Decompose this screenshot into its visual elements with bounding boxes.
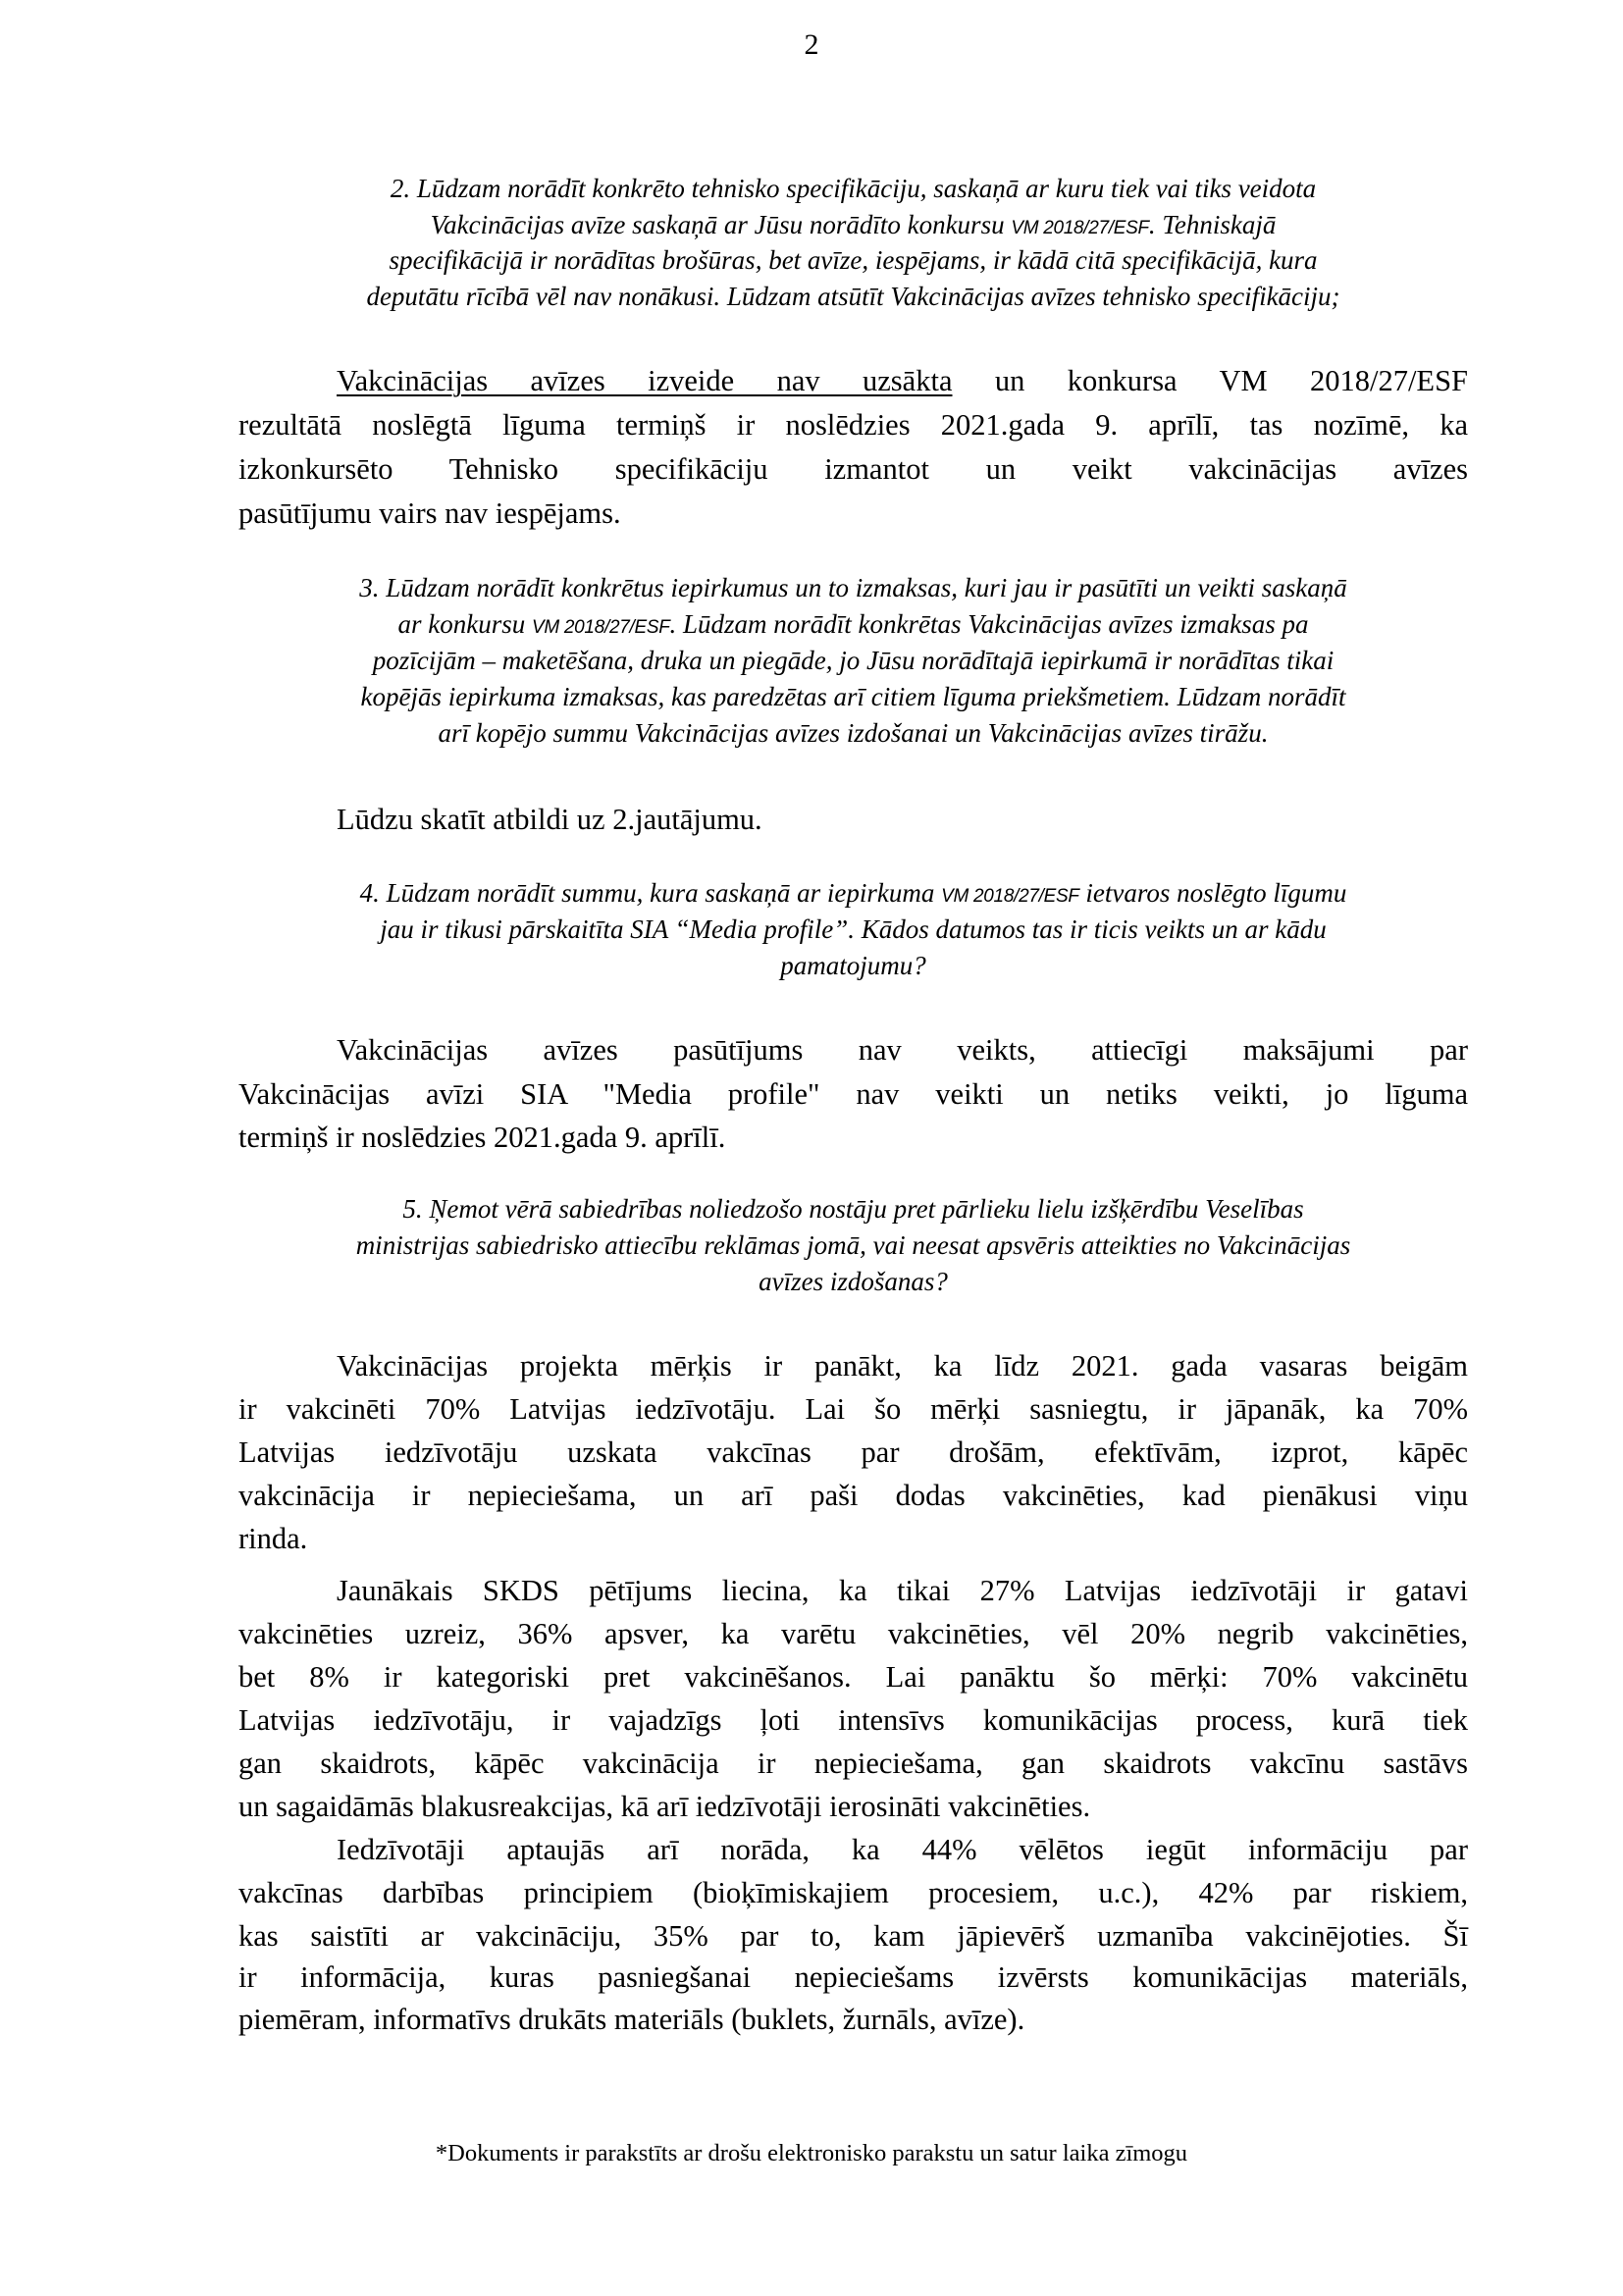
answer-line: piemēram, informatīvs drukāts materiāls (buklets, žurnāls, avīze).	[238, 2003, 1025, 2036]
question-line: deputātu rīcībā vēl nav nonākusi. Lūdzam atsūtīt Vakcinācijas avīzes tehnisko specifikāciju;	[366, 282, 1340, 311]
procurement-code: VM 2018/27/ESF	[941, 886, 1079, 907]
answer-line: Vakcinācijas avīzes izveide nav uzsākta un konkursa VM 2018/27/ESF	[337, 364, 1468, 397]
question-line: avīzes izdošanas?	[759, 1267, 948, 1296]
answer-line: izkonkursēto Tehnisko specifikāciju izmantot un veikt vakcinācijas avīzes	[238, 452, 1468, 486]
question-line: pozīcijām – maketēšana, druka un piegāde, jo Jūsu norādītajā iepirkumā ir norādītas tikai	[372, 646, 1335, 675]
answer-line: gan skaidrots, kāpēc vakcinācija ir nepieciešama, gan skaidrots vakcīnu sastāvs	[238, 1747, 1468, 1780]
answer-line: vakcīnas darbības principiem (bioķīmiskajiem procesiem, u.c.), 42% par riskiem,	[238, 1876, 1468, 1909]
question-line: 4. Lūdzam norādīt summu, kura saskaņā ar iepirkuma VM 2018/27/ESF ietvaros noslēgto līgumu	[359, 878, 1347, 908]
question-line: pamatojumu?	[780, 951, 926, 980]
question-line: 2. Lūdzam norādīt konkrēto tehnisko specifikāciju, saskaņā ar kuru tiek vai tiks veidota	[390, 174, 1317, 203]
question-line: ar konkursu VM 2018/27/ESF. Lūdzam norādīt konkrētas Vakcinācijas avīzes izmaksas pa	[397, 609, 1309, 639]
procurement-code: VM 2018/27/ESF	[1011, 218, 1149, 238]
answer-line: kas saistīti ar vakcināciju, 35% par to, kam jāpievērš uzmanība vakcinējoties. Šī	[238, 1919, 1468, 1953]
answer-line: vakcinācija ir nepieciešama, un arī paši dodas vakcinēties, kad pienākusi viņu	[238, 1479, 1468, 1512]
question-line: arī kopējo summu Vakcinācijas avīzes izdošanai un Vakcinācijas avīzes tirāžu.	[438, 718, 1269, 748]
answer-line: Vakcinācijas avīzes pasūtījums nav veikts, attiecīgi maksājumi par	[337, 1033, 1468, 1067]
question-line: Vakcinācijas avīze saskaņā ar Jūsu norādīto konkursu VM 2018/27/ESF. Tehniskajā	[430, 210, 1277, 239]
question-line: specifikācijā ir norādītas brošūras, bet avīze, iespējams, ir kādā citā specifikācijā, kura	[389, 245, 1318, 275]
answer-line: Latvijas iedzīvotāju uzskata vakcīnas par drošām, efektīvām, izprot, kāpēc	[238, 1435, 1468, 1469]
answer-line: Latvijas iedzīvotāju, ir vajadzīgs ļoti intensīvs komunikācijas process, kurā tiek	[238, 1703, 1468, 1737]
answer-line: Jaunākais SKDS pētījums liecina, ka tikai 27% Latvijas iedzīvotāji ir gatavi	[337, 1574, 1468, 1607]
answer-line: Iedzīvotāji aptaujās arī norāda, ka 44% vēlētos iegūt informāciju par	[337, 1833, 1468, 1866]
page-number: 2	[804, 28, 819, 61]
answer-line: ir informācija, kuras pasniegšanai nepieciešams izvērsts komunikācijas materiāls,	[238, 1960, 1468, 1994]
answer-line: vakcinēties uzreiz, 36% apsver, ka varētu vakcinēties, vēl 20% negrib vakcinēties,	[238, 1617, 1468, 1650]
answer-line: bet 8% ir kategoriski pret vakcinēšanos. Lai panāktu šo mērķi: 70% vakcinētu	[238, 1660, 1468, 1694]
question-line: ministrijas sabiedrisko attiecību reklāmas jomā, vai neesat apsvēris atteikties no Vakcinācijas	[355, 1230, 1351, 1260]
answer-line: termiņš ir noslēdzies 2021.gada 9. aprīlī.	[238, 1121, 726, 1154]
answer-line: Vakcinācijas avīzi SIA "Media profile" nav veikti un netiks veikti, jo līguma	[238, 1077, 1468, 1111]
procurement-code: VM 2018/27/ESF	[532, 617, 670, 638]
answer-line: rezultātā noslēgtā līguma termiņš ir noslēdzies 2021.gada 9. aprīlī, tas nozīmē, ka	[238, 408, 1468, 442]
answer-line: un sagaidāmās blakusreakcijas, kā arī iedzīvotāji ierosināti vakcinēties.	[238, 1790, 1091, 1823]
question-line: 5. Ņemot vērā sabiedrības noliedzošo nostāju pret pārlieku lielu izšķērdību Veselības	[402, 1194, 1304, 1224]
question-line: kopējās iepirkuma izmaksas, kas paredzētas arī citiem līguma priekšmetiem. Lūdzam norādīt	[360, 682, 1346, 711]
answer-line: ir vakcinēti 70% Latvijas iedzīvotāju. Lai šo mērķi sasniegtu, ir jāpanāk, ka 70%	[238, 1392, 1468, 1426]
question-line: 3. Lūdzam norādīt konkrētus iepirkumus un to izmaksas, kuri jau ir pasūtīti un veikti saskaņā	[359, 573, 1347, 602]
answer-line: pasūtījumu vairs nav iespējams.	[238, 496, 621, 530]
answer-line: Vakcinācijas projekta mērķis ir panākt, ka līdz 2021. gada vasaras beigām	[337, 1349, 1468, 1383]
answer-line: rinda.	[238, 1522, 308, 1555]
underlined-statement: Vakcinācijas avīzes izveide nav uzsākta	[337, 364, 953, 397]
signature-footnote: *Dokuments ir parakstīts ar drošu elektronisko parakstu un satur laika zīmogu	[435, 2140, 1188, 2166]
question-line: jau ir tikusi pārskaitīta SIA “Media profile”. Kādos datumos tas ir ticis veikts un ar kādu	[380, 914, 1327, 944]
answer-3: Lūdzu skatīt atbildi uz 2.jautājumu.	[337, 803, 762, 836]
